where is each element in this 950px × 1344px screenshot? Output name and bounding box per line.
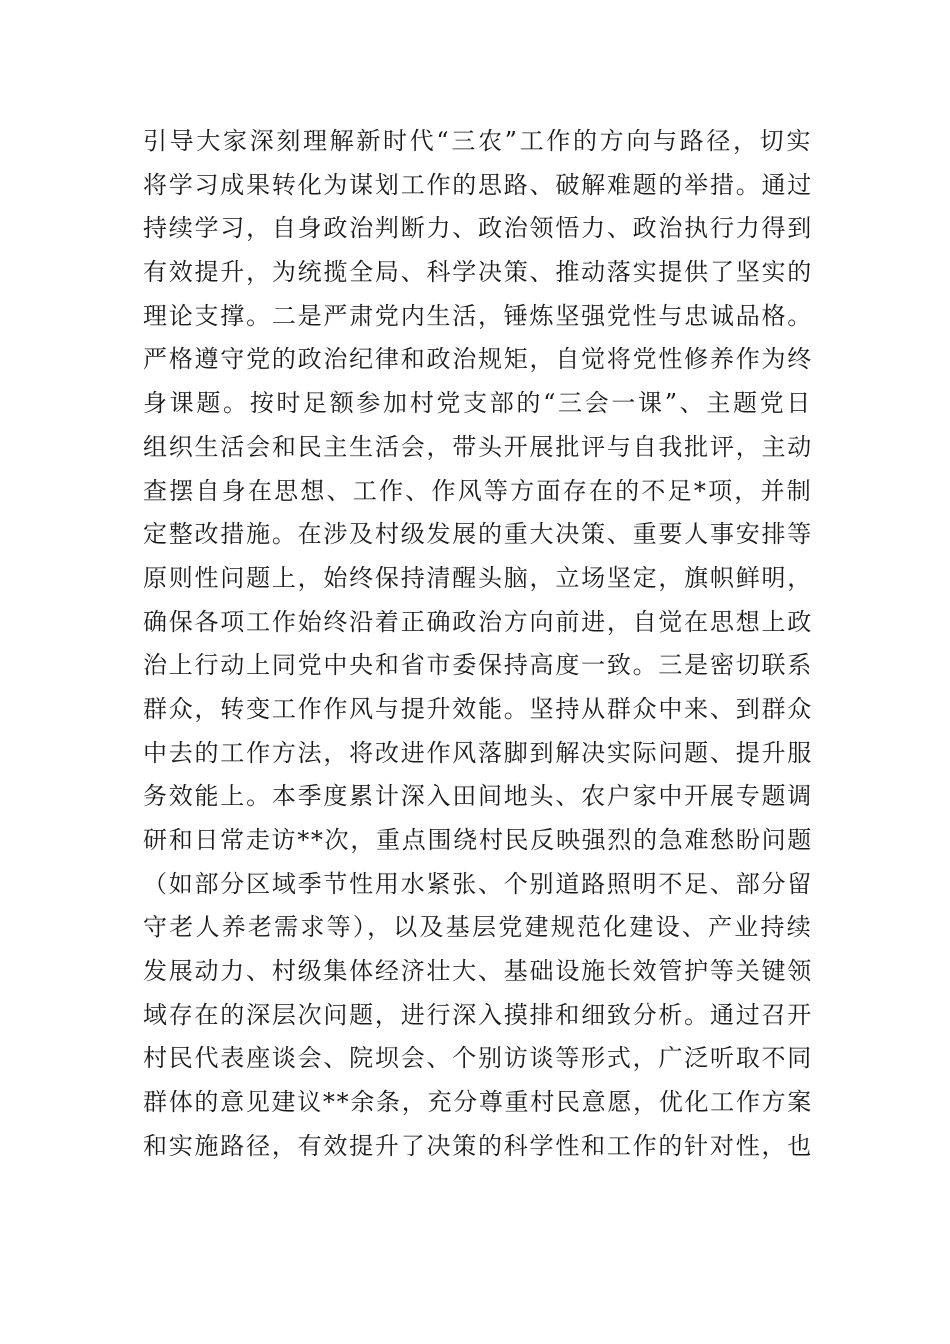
text-line: 引导大家深刻理解新时代“三农”工作的方向与路径，切实	[143, 127, 813, 155]
text-line: 村民代表座谈会、院坝会、个别访谈等形式，广泛听取不同	[143, 1044, 813, 1073]
text-line: 发展动力、村级集体经济壮大、基础设施长效管护等关键领	[143, 957, 813, 986]
text-line: 研和日常走访**次，重点围绕村民反映强烈的急难愁盼问题	[143, 826, 813, 854]
text-line: 身课题。按时足额参加村党支部的“三会一课”、主题党日	[143, 389, 813, 418]
text-line: （如部分区域季节性用水紧张、个别道路照明不足、部分留	[143, 869, 813, 898]
text-line: 组织生活会和民主生活会，带头开展批评与自我批评，主动	[143, 432, 813, 461]
text-line: 将学习成果转化为谋划工作的思路、破解难题的举措。通过	[143, 170, 813, 199]
text-line: 群体的意见建议**余条，充分尊重村民意愿，优化工作方案	[143, 1088, 813, 1117]
text-line: 中去的工作方法，将改进作风落脚到解决实际问题、提升服	[143, 738, 813, 767]
text-line: 原则性问题上，始终保持清醒头脑，立场坚定，旗帜鲜明，	[143, 563, 813, 592]
text-line: 理论支撑。二是严肃党内生活，锤炼坚强党性与忠诚品格。	[143, 301, 813, 330]
body-text	[143, 120, 813, 1169]
text-line: 守老人养老需求等），以及基层党建规范化建设、产业持续	[143, 913, 813, 942]
text-line: 域存在的深层次问题，进行深入摸排和细致分析。通过召开	[143, 1000, 813, 1029]
text-line: 务效能上。本季度累计深入田间地头、农户家中开展专题调	[143, 782, 813, 811]
text-line: 有效提升，为统揽全局、科学决策、推动落实提供了坚实的	[143, 258, 813, 287]
text-line: 确保各项工作始终沿着正确政治方向前进，自觉在思想上政	[143, 607, 813, 636]
text-line: 和实施路径，有效提升了决策的科学性和工作的针对性，也	[143, 1131, 813, 1160]
text-line: 治上行动上同党中央和省市委保持高度一致。三是密切联系	[143, 651, 813, 680]
text-line: 群众，转变工作作风与提升效能。坚持从群众中来、到群众	[143, 694, 813, 723]
text-line: 定整改措施。在涉及村级发展的重大决策、重要人事安排等	[143, 520, 813, 549]
text-line: 持续学习，自身政治判断力、政治领悟力、政治执行力得到	[143, 214, 813, 243]
text-line: 查摆自身在思想、工作、作风等方面存在的不足*项，并制	[143, 476, 813, 505]
text-line: 严格遵守党的政治纪律和政治规矩，自觉将党性修养作为终	[143, 345, 813, 374]
